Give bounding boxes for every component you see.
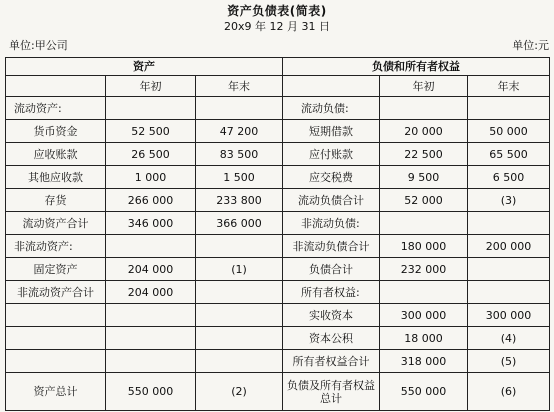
- liability-label: 资本公积: [283, 327, 380, 350]
- section-header-row: [6, 58, 550, 76]
- table-row: [6, 327, 550, 350]
- liability-begin: 300 000: [380, 304, 468, 327]
- liability-begin: [380, 97, 468, 120]
- liability-end: [468, 258, 550, 281]
- asset-label: 非流动资产:: [6, 235, 106, 258]
- document-date: 20x9 年 12 月 31 日: [224, 20, 330, 33]
- liability-label: 应付账款: [283, 143, 380, 166]
- liability-end: [468, 212, 550, 235]
- assets-section-header: 资产: [6, 58, 283, 76]
- liability-begin: 180 000: [380, 235, 468, 258]
- asset-end: [196, 304, 283, 327]
- col-header-end: 年末: [196, 76, 283, 97]
- liability-label: 应交税费: [283, 166, 380, 189]
- asset-end: [196, 281, 283, 304]
- liability-label: 非流动负债:: [283, 212, 380, 235]
- asset-begin: 550 000: [106, 373, 196, 411]
- liability-end: (6): [468, 373, 550, 411]
- table-row: [6, 304, 550, 327]
- table-row: [6, 350, 550, 373]
- liability-begin: 232 000: [380, 258, 468, 281]
- asset-begin: 204 000: [106, 258, 196, 281]
- asset-end: 1 500: [196, 166, 283, 189]
- asset-label: [6, 304, 106, 327]
- liability-label: 负债合计: [283, 258, 380, 281]
- balance-sheet-table: [5, 57, 550, 411]
- asset-label: 其他应收款: [6, 166, 106, 189]
- liability-end: (5): [468, 350, 550, 373]
- liability-begin: 18 000: [380, 327, 468, 350]
- asset-label: 应收账款: [6, 143, 106, 166]
- asset-label: [6, 327, 106, 350]
- liability-begin: 318 000: [380, 350, 468, 373]
- asset-end: 366 000: [196, 212, 283, 235]
- table-row: [6, 212, 550, 235]
- asset-begin: [106, 235, 196, 258]
- asset-end: [196, 97, 283, 120]
- asset-label: [6, 350, 106, 373]
- liability-end: (4): [468, 327, 550, 350]
- liability-end: [468, 97, 550, 120]
- col-header-begin: 年初: [380, 76, 468, 97]
- liability-label: 负债及所有者权益总计: [283, 373, 380, 411]
- document-title: 资产负债表(简表): [227, 4, 327, 18]
- liability-end: 200 000: [468, 235, 550, 258]
- liability-label: 所有者权益:: [283, 281, 380, 304]
- currency-unit: 单位:元: [512, 39, 549, 52]
- asset-end: 47 200: [196, 120, 283, 143]
- asset-begin: [106, 97, 196, 120]
- table-row: [6, 97, 550, 120]
- liability-begin: 22 500: [380, 143, 468, 166]
- liability-label: 流动负债:: [283, 97, 380, 120]
- asset-end: 83 500: [196, 143, 283, 166]
- asset-begin: 266 000: [106, 189, 196, 212]
- asset-end: [196, 350, 283, 373]
- liability-label: 非流动负债合计: [283, 235, 380, 258]
- liability-end: 300 000: [468, 304, 550, 327]
- liability-begin: 550 000: [380, 373, 468, 411]
- asset-begin: 52 500: [106, 120, 196, 143]
- liability-end: 65 500: [468, 143, 550, 166]
- asset-label: 非流动资产合计: [6, 281, 106, 304]
- table-row: [6, 143, 550, 166]
- asset-end: [196, 327, 283, 350]
- asset-begin: 1 000: [106, 166, 196, 189]
- col-header-end: 年末: [468, 76, 550, 97]
- liability-end: (3): [468, 189, 550, 212]
- liability-label: 流动负债合计: [283, 189, 380, 212]
- liability-begin: [380, 212, 468, 235]
- header-blank: [283, 76, 380, 97]
- asset-end: 233 800: [196, 189, 283, 212]
- liability-end: 6 500: [468, 166, 550, 189]
- header-blank: [6, 76, 106, 97]
- liability-label: 实收资本: [283, 304, 380, 327]
- asset-begin: 204 000: [106, 281, 196, 304]
- column-header-row: [6, 76, 550, 97]
- asset-label: 流动资产合计: [6, 212, 106, 235]
- liability-begin: 52 000: [380, 189, 468, 212]
- asset-begin: [106, 304, 196, 327]
- asset-begin: [106, 327, 196, 350]
- liability-label: 所有者权益合计: [283, 350, 380, 373]
- asset-begin: 346 000: [106, 212, 196, 235]
- company-unit: 单位:甲公司: [9, 39, 68, 52]
- asset-label: 资产总计: [6, 373, 106, 411]
- asset-end: [196, 235, 283, 258]
- asset-begin: [106, 350, 196, 373]
- liability-begin: 20 000: [380, 120, 468, 143]
- table-row: [6, 281, 550, 304]
- col-header-begin: 年初: [106, 76, 196, 97]
- asset-label: 货币资金: [6, 120, 106, 143]
- table-row: [6, 373, 550, 411]
- asset-label: 存货: [6, 189, 106, 212]
- asset-begin: 26 500: [106, 143, 196, 166]
- liabilities-section-header: 负债和所有者权益: [283, 58, 550, 76]
- table-row: [6, 235, 550, 258]
- table-row: [6, 166, 550, 189]
- asset-label: 固定资产: [6, 258, 106, 281]
- asset-end: (2): [196, 373, 283, 411]
- liability-label: 短期借款: [283, 120, 380, 143]
- table-row: [6, 258, 550, 281]
- table-row: [6, 189, 550, 212]
- asset-label: 流动资产:: [6, 97, 106, 120]
- table-row: [6, 120, 550, 143]
- liability-begin: [380, 281, 468, 304]
- liability-end: 50 000: [468, 120, 550, 143]
- liability-begin: 9 500: [380, 166, 468, 189]
- asset-end: (1): [196, 258, 283, 281]
- liability-end: [468, 281, 550, 304]
